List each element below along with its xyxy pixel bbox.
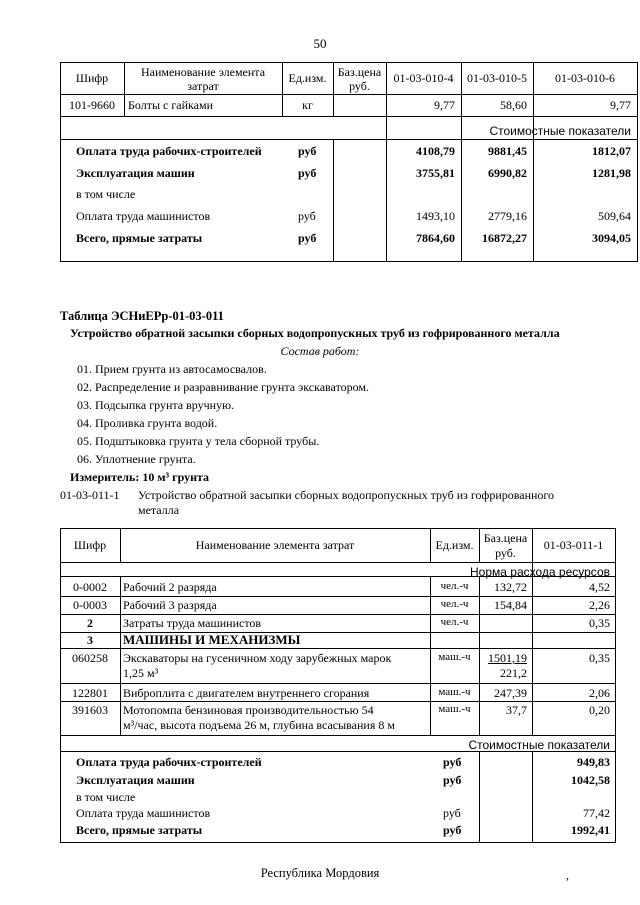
meter: Измеритель: 10 м³ грунта bbox=[70, 470, 210, 484]
t1-row-name: Болты с гайками bbox=[128, 98, 214, 112]
t2-header-code: Шифр bbox=[73, 538, 107, 552]
t2-sum-value: 77,42 bbox=[583, 806, 610, 820]
t1-sum-label: Оплата труда рабочих-строителей bbox=[76, 144, 262, 158]
t1-row-v2: 58,60 bbox=[500, 98, 527, 112]
t1-row-v1: 9,77 bbox=[434, 98, 455, 112]
t2-sum-value: 1042,58 bbox=[571, 773, 610, 787]
work-item: 01. Прием грунта из автосамосвалов. bbox=[77, 362, 267, 376]
t2-sum-label: Оплата труда рабочих-строителей bbox=[76, 755, 262, 769]
work-item: 06. Уплотнение грунта. bbox=[77, 452, 196, 466]
t2-row-value: 0,35 bbox=[589, 651, 610, 665]
t1-sum-unit: руб bbox=[298, 144, 317, 158]
t1-header-col3: 01-03-010-6 bbox=[555, 71, 615, 85]
t2-sum-value: 949,83 bbox=[577, 755, 610, 769]
t2-sum-label: Оплата труда машинистов bbox=[76, 806, 211, 820]
t1-header-unit: Ед.изм. bbox=[288, 71, 327, 85]
t1-sum-v3: 1812,07 bbox=[592, 144, 631, 158]
norm-code: 01-03-011-1 bbox=[60, 488, 120, 502]
t2-header-price-l2: руб. bbox=[495, 546, 516, 560]
t1-header-name-l2: затрат bbox=[187, 79, 219, 93]
t1-sum-v1: 4108,79 bbox=[416, 144, 455, 158]
t2-row-code: 0-0002 bbox=[73, 580, 107, 594]
t2-row-name: Рабочий 3 разряда bbox=[123, 598, 217, 612]
t2-row-price: 154,84 bbox=[494, 598, 527, 612]
t2-row-name: Рабочий 2 разряда bbox=[123, 580, 217, 594]
t2-row-code: 060258 bbox=[72, 651, 108, 665]
t1-header-price-l2: руб. bbox=[349, 79, 370, 93]
t1-cost-caption: Стоимостные показатели bbox=[489, 124, 631, 138]
works-caption: Состав работ: bbox=[280, 344, 360, 358]
t1-sum-v3: 509,64 bbox=[598, 209, 631, 223]
table-title: Таблица ЭСНиЕРр-01-03-011 bbox=[60, 309, 224, 323]
t2-row-value: 0,20 bbox=[589, 703, 610, 717]
t2-sum-unit: руб bbox=[443, 773, 462, 787]
footer-mark: , bbox=[566, 868, 569, 882]
t2-sum-unit: руб bbox=[443, 823, 462, 837]
t1-sum-v1: 7864,60 bbox=[416, 231, 455, 245]
t2-sum-label: в том числе bbox=[76, 790, 136, 804]
t2-sum-unit: руб bbox=[443, 755, 462, 769]
t2-row-name-l1: Мотопомпа бензиновая производительностью 54 bbox=[123, 703, 374, 717]
t2-norm-caption: Норма расхода ресурсов bbox=[470, 565, 610, 579]
work-item: 05. Подштыковка грунта у тела сборной трубы. bbox=[77, 434, 320, 448]
t1-sum-v2: 9881,45 bbox=[488, 144, 527, 158]
norm-desc-l1: Устройство обратной засыпки сборных водопропускных труб из гофрированного bbox=[138, 488, 555, 502]
t2-row-name-l2: м³/час, высота подъема 26 м, глубина всасывания 8 м bbox=[123, 718, 395, 732]
t1-header-name-l1: Наименование элемента bbox=[140, 65, 266, 79]
t2-row-price: 247,39 bbox=[494, 686, 527, 700]
t2-row-name-l1: Экскаваторы на гусеничном ходу зарубежных марок bbox=[123, 651, 392, 665]
t2-row-code: 3 bbox=[87, 633, 93, 647]
t1-sum-v1: 3755,81 bbox=[416, 166, 455, 180]
work-item: 02. Распределение и разравнивание грунта экскаватором. bbox=[77, 380, 370, 394]
t1-sum-v2: 2779,16 bbox=[488, 209, 527, 223]
t2-header-col: 01-03-011-1 bbox=[543, 538, 604, 552]
t2-row-unit: чел.-ч bbox=[440, 598, 469, 610]
t1-sum-label: в том числе bbox=[76, 187, 136, 201]
t2-section-machines: МАШИНЫ И МЕХАНИЗМЫ bbox=[123, 632, 301, 647]
t2-row-unit: маш.-ч bbox=[438, 703, 471, 715]
t2-row-value: 2,06 bbox=[589, 686, 610, 700]
t1-sum-unit: руб bbox=[298, 231, 317, 245]
t2-header-unit: Ед.изм. bbox=[435, 538, 474, 552]
t2-row-code: 391603 bbox=[72, 703, 108, 717]
t2-sum-value: 1992,41 bbox=[571, 823, 610, 837]
page-number: 50 bbox=[313, 36, 327, 51]
t2-row-unit: маш.-ч bbox=[438, 686, 471, 698]
t2-row-price: 132,72 bbox=[494, 580, 527, 594]
t1-sum-unit: руб bbox=[298, 166, 317, 180]
t1-row-code: 101-9660 bbox=[69, 98, 115, 112]
t1-header-code: Шифр bbox=[75, 71, 109, 85]
t2-header-price-l1: Баз.цена bbox=[483, 531, 528, 545]
t1-row-v3: 9,77 bbox=[610, 98, 631, 112]
work-item: 03. Подсыпка грунта вручную. bbox=[77, 398, 235, 412]
t2-row-price: 37,7 bbox=[506, 703, 527, 717]
t2-row-code: 122801 bbox=[72, 686, 108, 700]
t2-row-name: Виброплита с двигателем внутреннего сгорания bbox=[123, 686, 370, 700]
t2-header-name: Наименование элемента затрат bbox=[195, 538, 355, 552]
t1-row-unit: кг bbox=[302, 98, 313, 112]
t2-row-code: 2 bbox=[87, 616, 93, 630]
t2-row-value: 4,52 bbox=[589, 580, 610, 594]
t1-header-col1: 01-03-010-4 bbox=[393, 71, 454, 85]
t1-header-col2: 01-03-010-5 bbox=[467, 71, 527, 85]
t2-row-code: 0-0003 bbox=[73, 598, 107, 612]
t2-row-name: Затраты труда машинистов bbox=[123, 616, 262, 630]
t1-sum-v3: 3094,05 bbox=[592, 231, 631, 245]
t1-sum-unit: руб bbox=[298, 209, 316, 223]
t1-sum-label: Всего, прямые затраты bbox=[76, 231, 203, 245]
t2-row-unit: маш.-ч bbox=[438, 651, 471, 663]
t1-sum-label: Оплата труда машинистов bbox=[76, 209, 211, 223]
t2-row-price-l1: 1501,19 bbox=[488, 651, 527, 665]
table-subtitle: Устройство обратной засыпки сборных водопропускных труб из гофрированного металла bbox=[70, 326, 560, 340]
t1-sum-v3: 1281,98 bbox=[592, 166, 631, 180]
t2-sum-label: Всего, прямые затраты bbox=[76, 823, 203, 837]
footer-region: Республика Мордовия bbox=[260, 866, 380, 880]
t2-row-unit: чел.-ч bbox=[440, 616, 469, 628]
t2-row-price-l2: 221,2 bbox=[500, 666, 527, 680]
t1-header-price-l1: Баз.цена bbox=[337, 65, 382, 79]
t1-sum-v1: 1493,10 bbox=[416, 209, 455, 223]
t1-sum-v2: 6990,82 bbox=[488, 166, 527, 180]
t2-sum-label: Эксплуатация машин bbox=[76, 773, 195, 787]
t2-row-value: 2,26 bbox=[589, 598, 610, 612]
norm-desc-l2: металла bbox=[138, 503, 180, 517]
t1-sum-label: Эксплуатация машин bbox=[76, 166, 195, 180]
t1-sum-v2: 16872,27 bbox=[482, 231, 527, 245]
t2-row-value: 0,35 bbox=[589, 616, 610, 630]
t2-row-unit: чел.-ч bbox=[440, 580, 469, 592]
t2-cost-caption: Стоимостные показатели bbox=[468, 738, 610, 752]
t2-sum-unit: руб bbox=[443, 806, 461, 820]
work-item: 04. Проливка грунта водой. bbox=[77, 416, 218, 430]
t2-row-name-l2: 1,25 м³ bbox=[123, 666, 159, 680]
